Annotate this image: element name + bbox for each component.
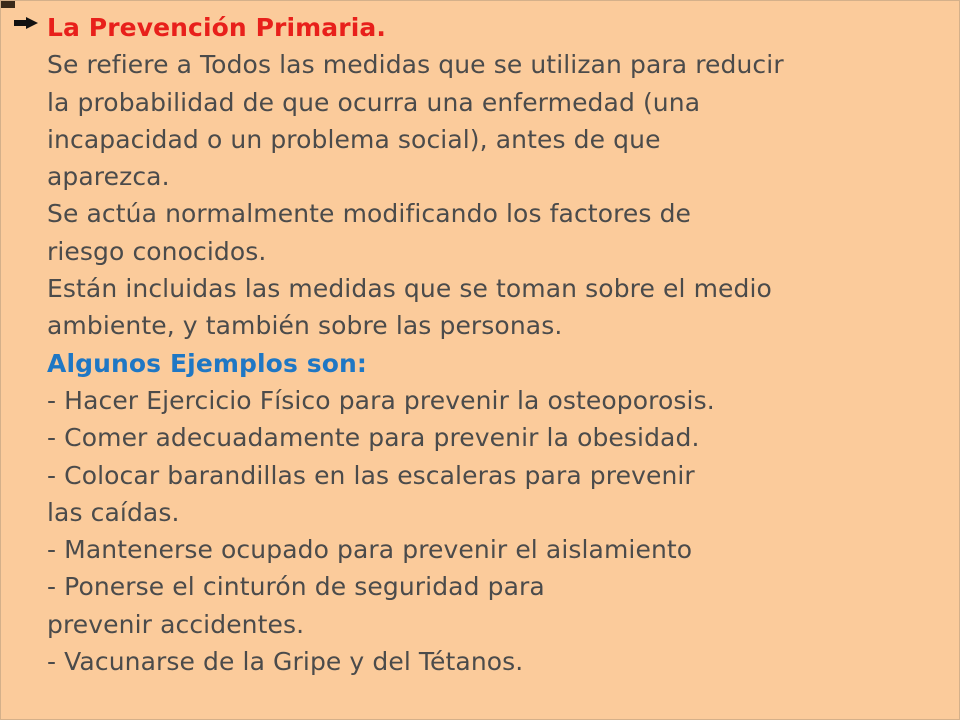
description-line: Se actúa normalmente modificando los factores de (47, 199, 692, 229)
pointing-hand-arrow-icon (13, 16, 39, 30)
example-line: - Mantenerse ocupado para prevenir el aislamiento (47, 535, 693, 565)
example-line: - Vacunarse de la Gripe y del Tétanos. (47, 647, 524, 677)
example-line: - Comer adecuadamente para prevenir la obesidad. (47, 423, 700, 453)
description-line: Están incluidas las medidas que se toman sobre el medio (47, 274, 772, 304)
description-line: aparezca. (47, 162, 170, 192)
description-line: Se refiere a Todos las medidas que se utilizan para reducir (47, 50, 784, 80)
example-line: - Hacer Ejercicio Físico para prevenir la osteoporosis. (47, 385, 715, 415)
description-line: incapacidad o un problema social), antes de que (47, 124, 661, 154)
examples-heading: Algunos Ejemplos son: (47, 348, 367, 378)
corner-mark (1, 1, 15, 8)
description-line: riesgo conocidos. (47, 236, 267, 266)
example-line: - Colocar barandillas en las escaleras para prevenir (47, 460, 695, 490)
example-line: las caídas. (47, 497, 180, 527)
example-line: - Ponerse el cinturón de seguridad para (47, 572, 545, 602)
example-line: prevenir accidentes. (47, 609, 305, 639)
slide-title: La Prevención Primaria. (47, 13, 386, 42)
slide-content (47, 9, 952, 680)
description-line: la probabilidad de que ocurra una enfermedad (una (47, 87, 701, 117)
description-line: ambiente, y también sobre las personas. (47, 311, 563, 341)
